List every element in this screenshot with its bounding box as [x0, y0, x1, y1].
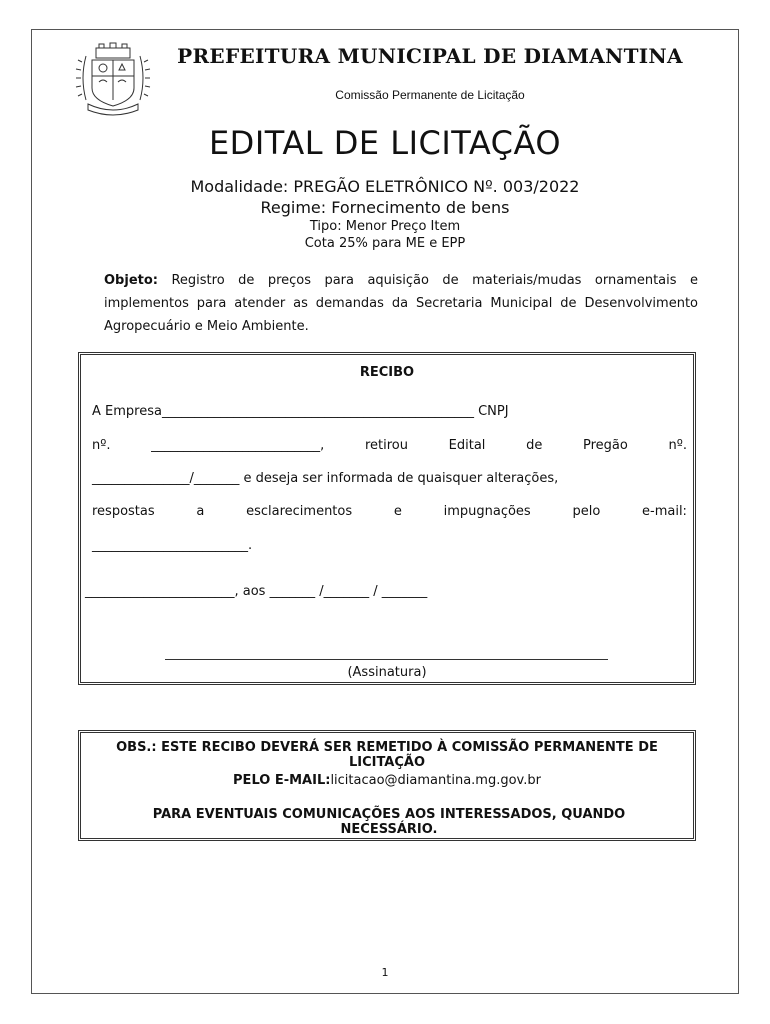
modalidade-line: Modalidade: PREGÃO ELETRÔNICO Nº. 003/2022 [190, 177, 580, 196]
recibo-word: Edital [448, 438, 486, 453]
obs-email-label: PELO E-MAIL: [233, 773, 331, 788]
recibo-line-cnpj [92, 438, 687, 453]
recibo-word: impugnações [443, 504, 531, 519]
recibo-box [78, 352, 696, 685]
recibo-word: nº. [668, 438, 687, 453]
recibo-word: de [526, 438, 543, 453]
organization-subtitle: Comissão Permanente de Licitação [335, 88, 525, 102]
document-title: EDITAL DE LICITAÇÃO [208, 124, 562, 162]
recibo-word: e [393, 504, 402, 519]
signature-label: (Assinatura) [347, 665, 427, 680]
cota-line: Cota 25% para ME e EPP [304, 236, 466, 251]
objeto-text: Registro de preços para aquisição de materiais/mudas ornamentais e implementos para atender as demandas da Secretaria Municipal de Desenvolvimento Agropecuário e Meio Ambiente. [104, 273, 698, 334]
recibo-word: a [196, 504, 205, 519]
tipo-line: Tipo: Menor Preço Item [309, 219, 461, 234]
recibo-title: RECIBO [359, 365, 415, 380]
recibo-line-respostas [92, 504, 687, 519]
objeto-paragraph [104, 269, 698, 338]
objeto-label: Objeto: [104, 273, 158, 288]
recibo-line-pregao: _______________/_______ e deseja ser informada de quaisquer alterações, [92, 471, 559, 486]
obs-box [78, 730, 696, 841]
recibo-line-email: ________________________. [92, 538, 253, 553]
obs-email-line [81, 773, 693, 788]
recibo-word: esclarecimentos [246, 504, 353, 519]
signature-line [165, 659, 608, 660]
recibo-word: pelo [572, 504, 601, 519]
recibo-word: nº. [92, 438, 111, 453]
regime-line: Regime: Fornecimento de bens [260, 198, 510, 217]
recibo-word: respostas [92, 504, 155, 519]
municipal-seal-icon [72, 38, 154, 120]
recibo-line-date: _______________________, aos _______ /_______ / _______ [85, 584, 428, 599]
obs-line-3: PARA EVENTUAIS COMUNICAÇÕES AOS INTERESSADOS, QUANDO NECESSÁRIO. [152, 807, 626, 837]
recibo-line-empresa: A Empresa________________________________________________ CNPJ [92, 404, 509, 419]
obs-line-1: OBS.: ESTE RECIBO DEVERÁ SER REMETIDO À COMISSÃO PERMANENTE DE LICITAÇÃO [116, 740, 658, 770]
page-number: 1 [381, 966, 389, 979]
recibo-word: retirou [364, 438, 408, 453]
obs-email: licitacao@diamantina.mg.gov.br [330, 773, 541, 788]
recibo-word: __________________________, [151, 438, 325, 453]
recibo-word: e-mail: [642, 504, 687, 519]
organization-name: PREFEITURA MUNICIPAL DE DIAMANTINA [177, 44, 683, 68]
recibo-word: Pregão [582, 438, 628, 453]
